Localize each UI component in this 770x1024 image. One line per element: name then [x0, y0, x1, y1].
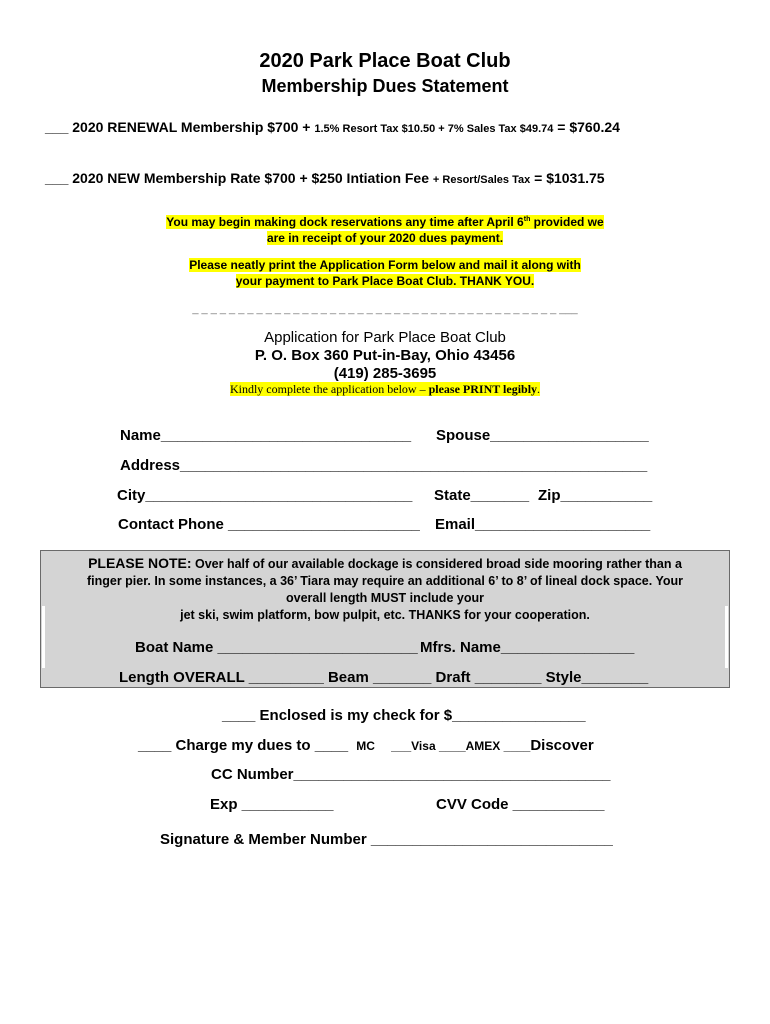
visa-amex-option[interactable]: ___Visa ____AMEX ____	[391, 739, 531, 753]
notice2-line1: Please neatly print the Application Form below and mail it along with	[189, 258, 581, 272]
notice1-line2: are in receipt of your 2020 dues payment.	[266, 231, 504, 245]
discover-option[interactable]: Discover	[530, 737, 594, 754]
please-note-label: PLEASE NOTE:	[88, 555, 192, 571]
notice1-line1: You may begin making dock reservations any time after April 6	[166, 215, 524, 229]
mfrs-name-field[interactable]: Mfrs. Name________________	[420, 639, 635, 656]
boat-dimensions-field[interactable]: Length OVERALL _________ Beam _______ Draft ________ Style________	[119, 669, 649, 686]
charge-label[interactable]: ____ Charge my dues to ____	[138, 737, 349, 754]
cc-number-field[interactable]: CC Number______________________________________	[211, 766, 611, 783]
mc-option[interactable]: MC	[356, 739, 375, 753]
new-blank[interactable]: ___	[45, 170, 69, 186]
renewal-tax: 1.5% Resort Tax $10.50 + 7% Sales Tax $49.74	[314, 123, 554, 135]
notice1-sup: th	[523, 216, 531, 223]
application-title: Application for Park Place Boat Club	[264, 329, 506, 346]
renewal-blank[interactable]: ___	[45, 119, 69, 135]
application-instructions	[0, 382, 770, 397]
check-option[interactable]: ____ Enclosed is my check for $________________	[222, 707, 586, 724]
cvv-field[interactable]: CVV Code ___________	[436, 796, 605, 813]
reservation-notice	[0, 212, 770, 246]
please-note-text	[0, 555, 770, 624]
renewal-main: 2020 RENEWAL Membership $700 +	[72, 119, 311, 135]
name-field[interactable]: Name______________________________	[120, 427, 412, 444]
cut-line: _ _ _ _ _ _ _ _ _ _ _ _ _ _ _ _ _ _ _ _ _ _ _ _ _ _ _ _ _ _ _ _ _ _ _ _ _ _ _ _ ___	[192, 303, 578, 315]
mail-notice	[0, 257, 770, 289]
notice1-line1b: provided we	[530, 215, 604, 229]
application-address: P. O. Box 360 Put-in-Bay, Ohio 43456	[254, 347, 516, 364]
notice2-line2: your payment to Park Place Boat Club. THANK YOU.	[235, 274, 535, 288]
page-subtitle: Membership Dues Statement	[261, 76, 509, 96]
contact-phone-field[interactable]: Contact Phone _______________________	[118, 516, 420, 533]
instr-b: please PRINT legibly	[428, 382, 538, 396]
instr-a: Kindly complete the application below –	[229, 382, 429, 396]
please-note-l1: Over half of our available dockage is considered broad side mooring rather than a	[191, 557, 682, 571]
new-tax: + Resort/Sales Tax	[432, 174, 531, 186]
new-total: = $1031.75	[534, 170, 605, 186]
please-note-l2: finger pier. In some instances, a 36’ Tiara may require an additional 6’ to 8’ of lineal dock space. Your	[86, 574, 684, 588]
zip-field[interactable]: Zip___________	[538, 487, 653, 504]
city-field[interactable]: City________________________________	[117, 487, 413, 504]
page-title: 2020 Park Place Boat Club	[259, 50, 511, 72]
spouse-field[interactable]: Spouse___________________	[436, 427, 649, 444]
instr-c: .	[537, 382, 541, 396]
please-note-l3: overall length MUST include your	[286, 591, 484, 605]
please-note-l4: jet ski, swim platform, bow pulpit, etc. THANKS for your cooperation.	[180, 608, 590, 622]
charge-option	[138, 737, 594, 754]
renewal-option	[45, 119, 620, 135]
signature-field[interactable]: Signature & Member Number _____________________________	[160, 831, 613, 848]
email-field[interactable]: Email_____________________	[435, 516, 651, 533]
boat-name-field[interactable]: Boat Name ________________________	[135, 639, 418, 656]
new-member-option	[45, 170, 605, 186]
address-field[interactable]: Address________________________________________________________	[120, 457, 648, 474]
application-phone: (419) 285-3695	[333, 365, 437, 382]
exp-field[interactable]: Exp ___________	[210, 796, 334, 813]
new-main: 2020 NEW Membership Rate $700 + $250 Intiation Fee	[72, 170, 430, 186]
renewal-total: = $760.24	[557, 119, 620, 135]
state-field[interactable]: State_______	[434, 487, 530, 504]
